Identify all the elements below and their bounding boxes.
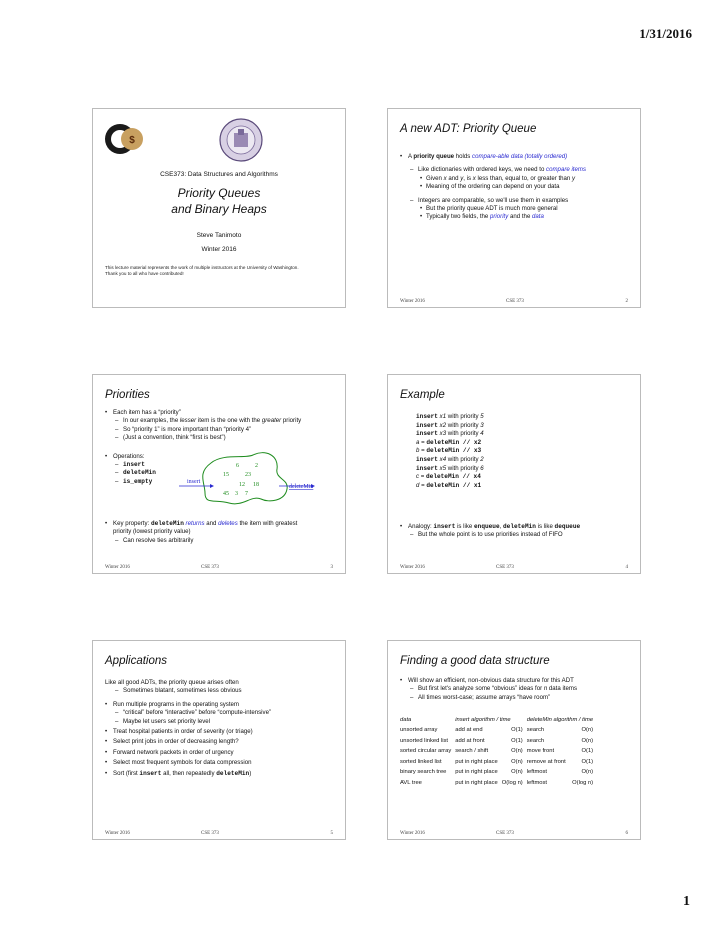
op-insert: – insert bbox=[105, 461, 335, 469]
table-cell: unsorted array bbox=[400, 727, 438, 734]
example-line: insert x1 with priority 5 bbox=[416, 413, 484, 420]
author: Steve Tanimoto bbox=[196, 232, 242, 239]
sub-bullet: – But the whole point is to use priorities instead of FIFO bbox=[400, 531, 630, 539]
cse-logo bbox=[103, 119, 149, 166]
slide-1 bbox=[92, 108, 346, 308]
blob-number: 2 bbox=[255, 463, 258, 469]
slide-6: Finding a good data structure • Will show an efficient, non-obvious data structure for this ADT – But first let's analyze some “obvious” ideas for n data items – All times worst-case; assume arrays “have room” data insert algorithm / time deleteMin algorithm / time unsorted array add at end O(1) search O(n) unsorted linked list add at front O(1) search O(n) sorted circular array search / shift O(n) move front O(1) sorted linked list put in right place O(n) remove at front O(1) binary search tree put in right place O(n) leftmost O(n) AVL tree put in right place O(log n) leftmost O(log n) Winter 2016 CSE 373 6 bbox=[387, 640, 641, 840]
table-cell: unsorted linked list bbox=[400, 737, 449, 744]
table-cell: add at end bbox=[455, 727, 483, 734]
slide-body bbox=[400, 677, 630, 702]
sub-bullet: – Maybe let users set priority level bbox=[105, 718, 335, 726]
bullet: • Each item has a “priority” bbox=[105, 409, 335, 417]
table-row bbox=[398, 746, 595, 757]
page-date: 1/31/2016 bbox=[639, 26, 692, 41]
example-list bbox=[416, 413, 630, 490]
example-line: b = deleteMin // x3 bbox=[416, 447, 482, 455]
table-cell: put in right place bbox=[455, 769, 498, 776]
bullet: • A priority queue holds compare-able data (totally ordered) bbox=[400, 153, 630, 161]
table-cell: search bbox=[526, 737, 545, 744]
bullet: • Will show an efficient, non-obvious data structure for this ADT bbox=[400, 677, 630, 685]
sub-bullet: – In our examples, the lesser item is the one with the greater priority bbox=[105, 417, 335, 425]
bullet: • Operations: bbox=[105, 453, 335, 461]
sub-bullet: – “critical” before “interactive” before “compute-intensive” bbox=[105, 709, 335, 717]
bullet: • Treat hospital patients in order of severity (or triage) bbox=[105, 728, 335, 736]
table-row bbox=[398, 767, 595, 778]
bullet: • Sort (first insert all, then repeatedly deleteMin) bbox=[105, 770, 335, 778]
note-line-1: This lecture material represents the work of multiple instructors at the University of Washington. bbox=[105, 265, 299, 270]
slide-title: Priorities bbox=[105, 389, 150, 401]
col-header: data bbox=[400, 717, 412, 723]
slide-2: A new ADT: Priority Queue • A priority queue holds compare-able data (totally ordered) – Like dictionaries with ordered keys, we need to compare items • Given x and y, is x less than, equal to, or greater than y • Meaning of the ordering can depend on your data – Integers are comparable, so we'll use them in examples • But the priority queue ADT is much more general • Typically two fields, the priority and the data Winter 2016 CSE 373 2 bbox=[387, 108, 641, 308]
uw-seal bbox=[218, 117, 264, 168]
sub-sub-bullet: • Given x and y, is x less than, equal to, or greater than y bbox=[400, 175, 630, 183]
slide-3: Priorities • Each item has a “priority” – In our examples, the lesser item is the one with the greater priority – So “priority 1” is more important than “priority 4” – (Just a convention, think “first is best”) • Operations: – insert – deleteMin – is_empty insert deleteMin 6 2 15 23 12 18 45 3 7 • Key property: deleteMin returns and deletes the item with greatest priority (lowest priority value) – Can resolve ties arbitrarily Winter 2016 CSE 373 3 bbox=[92, 374, 346, 574]
example-line: a = deleteMin // x2 bbox=[416, 438, 482, 446]
example-line: d = deleteMin // x1 bbox=[416, 481, 482, 489]
sub-bullet: – Integers are comparable, so we'll use them in examples bbox=[400, 197, 630, 205]
slide-5: Applications Like all good ADTs, the priority queue arises often – Sometimes blatant, sometimes less obvious • Run multiple programs in the operating system – “critical” before “interactive” before “compute-intensive” – Maybe let users set priority level • Treat hospital patients in order of severity (or triage) • Select print jobs in order of decreasing length? • Forward network packets in order of urgency • Select most frequent symbols for data compression • Sort (first insert all, then repeatedly deleteMin) Winter 2016 CSE 373 5 bbox=[92, 640, 346, 840]
table-cell: move front bbox=[526, 748, 555, 755]
sub-bullet: – So “priority 1” is more important than “priority 4” bbox=[105, 426, 335, 434]
table-cell: O(1) bbox=[511, 727, 523, 734]
svg-text:$: $ bbox=[129, 135, 135, 146]
example-line: insert x2 with priority 3 bbox=[416, 421, 484, 429]
example-line: insert x5 with priority 6 bbox=[416, 464, 484, 472]
slide-title: Applications bbox=[105, 655, 168, 667]
blob-number: 15 bbox=[223, 472, 229, 478]
sub-sub-bullet: • Meaning of the ordering can depend on your data bbox=[400, 183, 630, 191]
blob-number: 12 bbox=[239, 482, 245, 488]
table-cell: O(1) bbox=[511, 737, 523, 744]
bullet: • Forward network packets in order of urgency bbox=[105, 749, 335, 757]
term: Winter 2016 bbox=[201, 246, 237, 253]
table-cell: search bbox=[526, 727, 545, 734]
course-name: CSE373: Data Structures and Algorithms bbox=[160, 171, 278, 178]
author-block bbox=[93, 229, 345, 257]
example-line: insert x4 with priority 2 bbox=[416, 455, 484, 463]
sub-bullet: – (Just a convention, think “first is best”) bbox=[105, 434, 335, 442]
slide-title: A new ADT: Priority Queue bbox=[400, 123, 537, 135]
sub-sub-bullet: • But the priority queue ADT is much more general bbox=[400, 205, 630, 213]
table-cell: leftmost bbox=[526, 769, 548, 776]
table-row bbox=[398, 736, 595, 747]
table-row bbox=[398, 757, 595, 768]
slide-4: Example insert x1 with priority 5 insert x2 with priority 3 insert x3 with priority 4 a = deleteMin // x2 b = deleteMin // x3 insert x4 with priority 2 insert x5 with priority 6 c = deleteMin // x4 d = deleteMin // x1 • Analogy: insert is like enqueue, deleteMin is like dequeue – But the whole point is to use priorities instead of FIFO Winter 2016 CSE 373 4 bbox=[387, 374, 641, 574]
sub-bullet: – Like dictionaries with ordered keys, we need to compare items bbox=[400, 166, 630, 174]
slide-body bbox=[105, 679, 335, 778]
table-row bbox=[398, 725, 595, 736]
bullet-cont: priority (lowest priority value) bbox=[113, 528, 191, 536]
op-deletemin: – deleteMin bbox=[105, 469, 335, 477]
table-cell: O(n) bbox=[581, 769, 594, 776]
title-line-1: Priority Queues bbox=[177, 186, 261, 200]
table-cell: binary search tree bbox=[400, 769, 447, 776]
slide-body bbox=[400, 153, 630, 222]
blob-number: 6 bbox=[236, 463, 239, 469]
lecture-title bbox=[93, 185, 345, 217]
bullet: • Analogy: insert is like enqueue, deleteMin is like dequeue bbox=[400, 523, 630, 531]
slide-title: Example bbox=[400, 389, 445, 401]
table-cell: O(n) bbox=[511, 769, 523, 776]
paragraph: Like all good ADTs, the priority queue arises often bbox=[105, 679, 239, 686]
table-cell: O(n) bbox=[581, 727, 594, 734]
data-structure-table bbox=[398, 715, 595, 788]
table-cell: O(log n) bbox=[572, 779, 594, 786]
slide-body-bottom bbox=[105, 520, 335, 545]
arrow-label-deletemin: deleteMin bbox=[289, 484, 314, 490]
title-line-2: and Binary Heaps bbox=[171, 202, 267, 216]
table-header-row bbox=[398, 715, 595, 725]
blob-number: 23 bbox=[245, 472, 251, 478]
sub-bullet: – Can resolve ties arbitrarily bbox=[105, 537, 335, 545]
blob-number: 18 bbox=[253, 482, 259, 488]
table-cell: O(log n) bbox=[501, 779, 523, 786]
sub-bullet: – Sometimes blatant, sometimes less obvious bbox=[105, 687, 335, 695]
table-cell: sorted circular array bbox=[400, 748, 452, 755]
bullet: • Select print jobs in order of decreasing length? bbox=[105, 738, 335, 746]
col-header: insert algorithm / time bbox=[455, 717, 511, 723]
example-line: insert x3 with priority 4 bbox=[416, 430, 484, 438]
table-cell: O(1) bbox=[581, 758, 594, 765]
table-cell: O(n) bbox=[511, 758, 523, 765]
table-cell: put in right place bbox=[455, 758, 498, 765]
table-cell: put in right place bbox=[455, 779, 498, 786]
table-cell: AVL tree bbox=[400, 779, 422, 786]
sub-bullet: – All times worst-case; assume arrays “have room” bbox=[400, 694, 630, 702]
bullet: • Key property: deleteMin returns and deletes the item with greatest bbox=[105, 520, 335, 528]
blob-number: 45 bbox=[223, 491, 229, 497]
slide-body-bottom bbox=[400, 523, 630, 540]
table-cell: search / shift bbox=[455, 748, 489, 755]
page-number: 1 bbox=[683, 894, 690, 909]
op-is-empty: – is_empty bbox=[105, 478, 335, 486]
arrow-label-insert: insert bbox=[187, 479, 201, 485]
table-cell: O(n) bbox=[581, 737, 594, 744]
sub-sub-bullet: • Typically two fields, the priority and the data bbox=[400, 213, 630, 221]
blob-number: 3 bbox=[235, 491, 238, 497]
table-cell: sorted linked list bbox=[400, 758, 442, 765]
blob-number: 7 bbox=[245, 491, 248, 497]
note-line-2: Thank you to all who have contributed! bbox=[105, 271, 184, 276]
table-cell: leftmost bbox=[526, 779, 548, 786]
table-cell: O(1) bbox=[581, 748, 594, 755]
table-cell: remove at front bbox=[526, 758, 566, 765]
acknowledgement-note bbox=[105, 265, 299, 277]
slide-title: Finding a good data structure bbox=[400, 655, 550, 667]
sub-bullet: – But first let's analyze some “obvious” ideas for n data items bbox=[400, 685, 630, 693]
table-cell: add at front bbox=[455, 737, 485, 744]
bullet: • Run multiple programs in the operating system bbox=[105, 701, 335, 709]
table-cell: O(n) bbox=[511, 748, 523, 755]
col-header: deleteMin algorithm / time bbox=[526, 717, 594, 723]
example-line: c = deleteMin // x4 bbox=[416, 473, 481, 481]
table-row bbox=[398, 778, 595, 789]
bullet: • Select most frequent symbols for data compression bbox=[105, 759, 335, 767]
